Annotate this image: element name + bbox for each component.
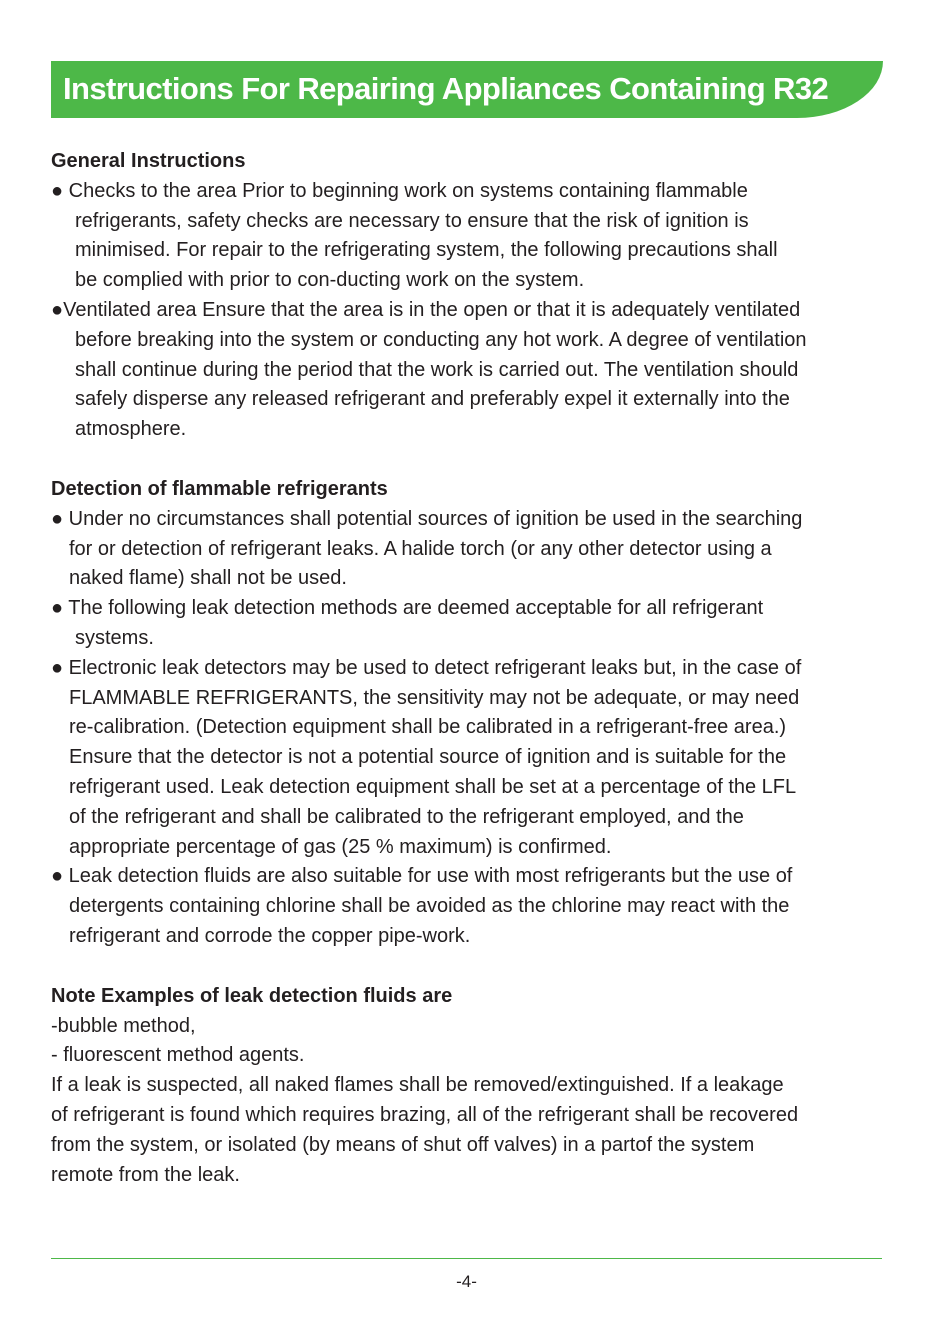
bullet-first-line: ● Leak detection fluids are also suitable for use with most refrigerants but the use of <box>51 865 793 888</box>
section-heading-general: General Instructions <box>51 150 246 172</box>
bullet-line: refrigerant and corrode the copper pipe-work. <box>69 924 471 947</box>
section-heading-detection: Detection of flammable refrigerants <box>51 477 388 500</box>
bullet-first-line: ● The following leak detection methods are deemed acceptable for all refrigerant <box>51 597 764 620</box>
bullet-item <box>51 594 896 654</box>
bullet-item <box>51 177 896 296</box>
bullet-line: appropriate percentage of gas (25 % maximum) is confirmed. <box>69 835 612 858</box>
bullet-line: of the refrigerant and shall be calibrated to the refrigerant employed, and the <box>69 805 744 828</box>
bullet-line: refrigerant used. Leak detection equipment shall be set at a percentage of the LFL <box>69 775 797 798</box>
bullet-first-line: ●Ventilated area Ensure that the area is in the open or that it is adequately ventilated <box>51 298 801 321</box>
bullet-line: refrigerants, safety checks are necessary to ensure that the risk of ignition is <box>75 209 749 232</box>
bullet-line: naked flame) shall not be used. <box>69 567 347 590</box>
bullet-item <box>51 505 896 594</box>
bullet-item <box>51 862 896 951</box>
note-line: remote from the leak. <box>51 1163 240 1186</box>
bullet-item <box>51 654 896 863</box>
bullet-line: Ensure that the detector is not a potential source of ignition and is suitable for the <box>69 746 787 769</box>
bullet-line: re-calibration. (Detection equipment shall be calibrated in a refrigerant-free area.) <box>69 716 787 739</box>
bullet-line: be complied with prior to con-ducting work on the system. <box>75 269 585 292</box>
bullet-line: atmosphere. <box>75 418 187 441</box>
bullet-first-line: ● Checks to the area Prior to beginning work on systems containing flammable <box>51 179 748 202</box>
bullet-line: before breaking into the system or conducting any hot work. A degree of ventilation <box>75 328 807 351</box>
section-spacer <box>51 952 896 982</box>
bullet-line: FLAMMABLE REFRIGERANTS, the sensitivity may not be adequate, or may need <box>69 686 800 709</box>
bullet-line: shall continue during the period that the work is carried out. The ventilation should <box>75 358 799 381</box>
note-line: from the system, or isolated (by means of shut off valves) in a partof the system <box>51 1133 755 1156</box>
document-body <box>51 147 896 1190</box>
bullet-line: for or detection of refrigerant leaks. A halide torch (or any other detector using a <box>69 537 772 560</box>
title-banner <box>51 61 883 118</box>
page-number: -4- <box>456 1272 477 1291</box>
bullet-line: systems. <box>75 626 154 649</box>
bullet-line: detergents containing chlorine shall be avoided as the chlorine may react with the <box>69 895 790 918</box>
section-spacer <box>51 445 896 475</box>
bullet-line: safely disperse any released refrigerant and preferably expel it externally into the <box>75 388 790 411</box>
footer-divider <box>51 1258 882 1259</box>
section-heading-note: Note Examples of leak detection fluids are <box>51 984 453 1007</box>
note-line: -bubble method, <box>51 1014 196 1037</box>
bullet-line: minimised. For repair to the refrigerating system, the following precautions shall <box>75 239 778 262</box>
note-line: - fluorescent method agents. <box>51 1044 305 1067</box>
bullet-item <box>51 296 896 445</box>
bullet-first-line: ● Electronic leak detectors may be used to detect refrigerant leaks but, in the case of <box>51 656 802 679</box>
note-line: of refrigerant is found which requires brazing, all of the refrigerant shall be recovered <box>51 1103 799 1126</box>
note-line: If a leak is suspected, all naked flames shall be removed/extinguished. If a leakage <box>51 1074 784 1097</box>
bullet-first-line: ● Under no circumstances shall potential sources of ignition be used in the searching <box>51 507 803 530</box>
page-title: Instructions For Repairing Appliances Containing R32 <box>63 71 829 106</box>
